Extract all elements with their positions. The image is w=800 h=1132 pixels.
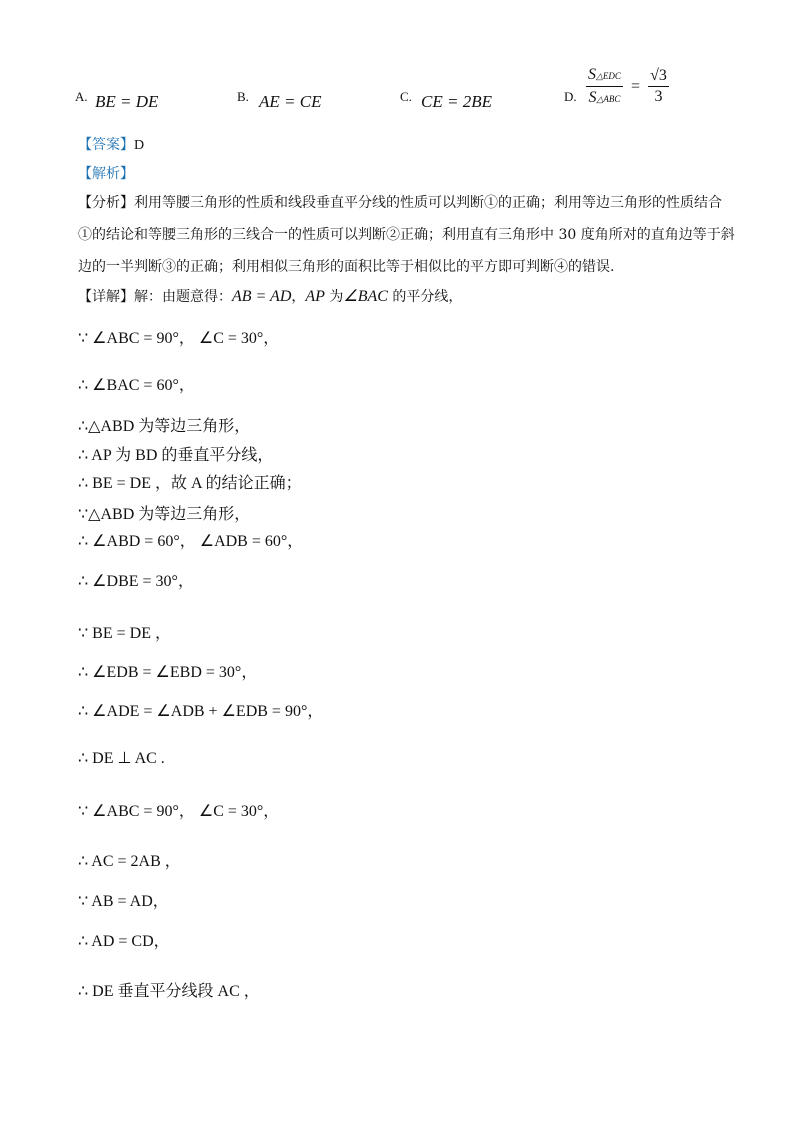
answer-value: D <box>134 138 145 153</box>
option-d-letter: D. <box>564 89 577 104</box>
step-7: ∴ ∠ABD = 60°， ∠ADB = 60°， <box>78 533 304 550</box>
option-d-rhs-fraction <box>648 67 669 106</box>
detail-text-3: 的平分线， <box>387 289 463 305</box>
option-d-lhs-fraction <box>586 65 623 108</box>
step-4: ∴ AP 为 BD 的垂直平分线， <box>78 447 274 464</box>
numerator-sub: △EDC <box>596 71 621 81</box>
detail-text-2: 为 <box>324 289 344 305</box>
option-d <box>564 86 577 105</box>
detail-expr-1: AB = AD <box>232 288 292 305</box>
numerator-s: S <box>588 66 596 83</box>
step-12: ∴ DE ⊥ AC . <box>78 750 165 767</box>
rhs-denominator: 3 <box>654 88 663 105</box>
analysis-heading <box>78 163 134 183</box>
option-b-expr: AE = CE <box>259 92 322 111</box>
option-c <box>400 86 412 105</box>
step-14: ∴ AC = 2AB ， <box>78 853 181 870</box>
step-16: ∴ AD = CD， <box>78 933 170 950</box>
detail-intro-line <box>78 287 462 307</box>
fenxi-line-3: 边的一半判断③的正确；利用相似三角形的面积比等于相似比的平方即可判断④的错误. <box>78 259 615 275</box>
step-13: ∵ ∠ABC = 90°， ∠C = 30°， <box>78 803 280 820</box>
step-8: ∴ ∠DBE = 30°， <box>78 573 194 590</box>
step-3: ∴△ABD 为等边三角形， <box>78 418 251 435</box>
rhs-numerator: √3 <box>648 67 669 87</box>
fenxi-line-1 <box>78 193 722 213</box>
detail-intro: 解：由题意得： <box>134 289 232 305</box>
step-9: ∵ BE = DE ， <box>78 625 171 642</box>
option-d-expr <box>586 65 669 108</box>
fenxi-text-1: 利用等腰三角形的性质和线段垂直平分线的性质可以判断①的正确；利用等边三角形的性质结合 <box>134 195 722 211</box>
option-c-letter: C. <box>400 89 412 104</box>
option-a <box>75 86 88 105</box>
step-1: ∵ ∠ABC = 90°， ∠C = 30°， <box>78 330 280 347</box>
option-c-expr: CE = 2BE <box>421 92 492 111</box>
option-d-equals: = <box>631 78 641 95</box>
option-a-letter: A. <box>75 89 88 104</box>
fenxi-line-2: ①的结论和等腰三角形的三线合一的性质可以判断②正确；利用直有三角形中 30 度角所对的直角边等于斜 <box>78 227 735 243</box>
step-17: ∴ DE 垂直平分线段 AC ， <box>78 983 260 1000</box>
step-15: ∵ AB = AD， <box>78 893 169 910</box>
detail-label: 【详解】 <box>78 289 134 305</box>
option-b <box>237 86 249 105</box>
option-b-letter: B. <box>237 89 249 104</box>
denominator-s: S <box>588 89 597 106</box>
option-a-expr: BE = DE <box>95 92 159 111</box>
detail-expr-3: ∠BAC <box>343 288 388 305</box>
step-11: ∴ ∠ADE = ∠ADB + ∠EDB = 90°， <box>78 703 324 720</box>
fenxi-label: 【分析】 <box>78 195 134 211</box>
answer-line <box>78 134 144 154</box>
answer-label: 【答案】 <box>78 137 134 153</box>
analysis-label: 【解析】 <box>78 166 134 182</box>
step-2: ∴ ∠BAC = 60°， <box>78 377 195 394</box>
denominator-sub: △ABC <box>596 94 621 104</box>
step-6: ∵△ABD 为等边三角形， <box>78 506 251 523</box>
detail-sep: ， <box>291 289 306 305</box>
detail-expr-2: AP <box>305 288 325 305</box>
step-5: ∴ BE = DE ，故 A 的结论正确； <box>78 475 302 492</box>
step-10: ∴ ∠EDB = ∠EBD = 30°， <box>78 664 258 681</box>
